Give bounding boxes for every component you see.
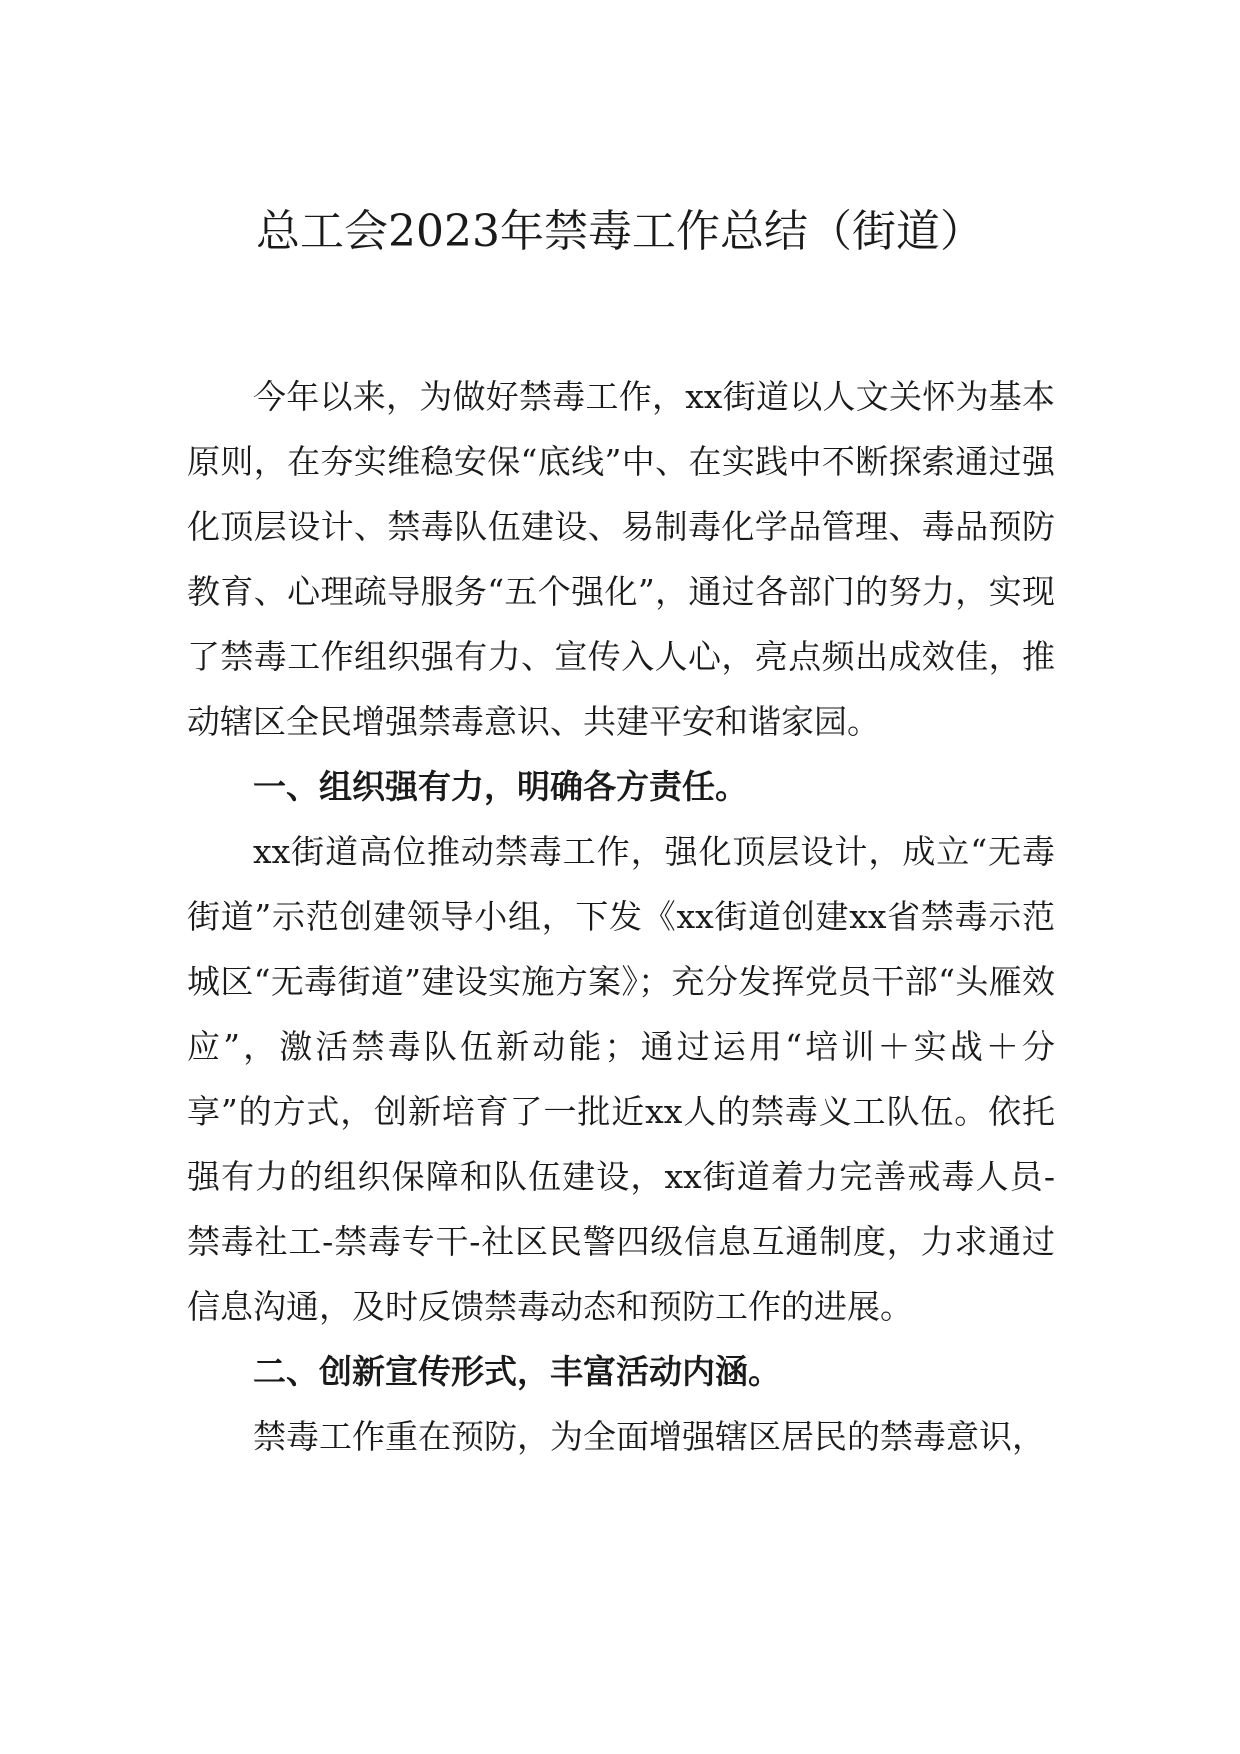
document-title: 总工会2023年禁毒工作总结（街道） — [256, 206, 984, 257]
section-heading-2: 二、创新宣传形式，丰富活动内涵。 — [253, 1352, 781, 1391]
intro-paragraph: 今年以来，为做好禁毒工作，xx街道以人文关怀为基本原则，在夯实维稳安保“底线”中、在实践中不断探索通过强化顶层设计、禁毒队伍建设、易制毒化学品管理、毒品预防教育、心理疏导服务“五个强化”，通过各部门的努力，实现了禁毒工作组织强有力、宣传入人心，亮点频出成效佳，推动辖区全民增强禁毒意识、共建平安和谐家园。 — [187, 377, 1055, 741]
section-2-paragraph: 禁毒工作重在预防，为全面增强辖区居民的禁毒意识， — [253, 1417, 1045, 1456]
section-1-paragraph: xx街道高位推动禁毒工作，强化顶层设计，成立“无毒街道”示范创建领导小组，下发《xx街道创建xx省禁毒示范城区“无毒街道”建设实施方案》；充分发挥党员干部“头雁效应”，激活禁毒队伍新动能；通过运用“培训＋实战＋分享”的方式，创新培育了一批近xx人的禁毒义工队伍。依托强有力的组织保障和队伍建设，xx街道着力完善戒毒人员-禁毒社工-禁毒专干-社区民警四级信息互通制度，力求通过信息沟通，及时反馈禁毒动态和预防工作的进展。 — [187, 832, 1055, 1326]
section-heading-1: 一、组织强有力，明确各方责任。 — [253, 767, 748, 806]
document-body — [187, 364, 1055, 1469]
